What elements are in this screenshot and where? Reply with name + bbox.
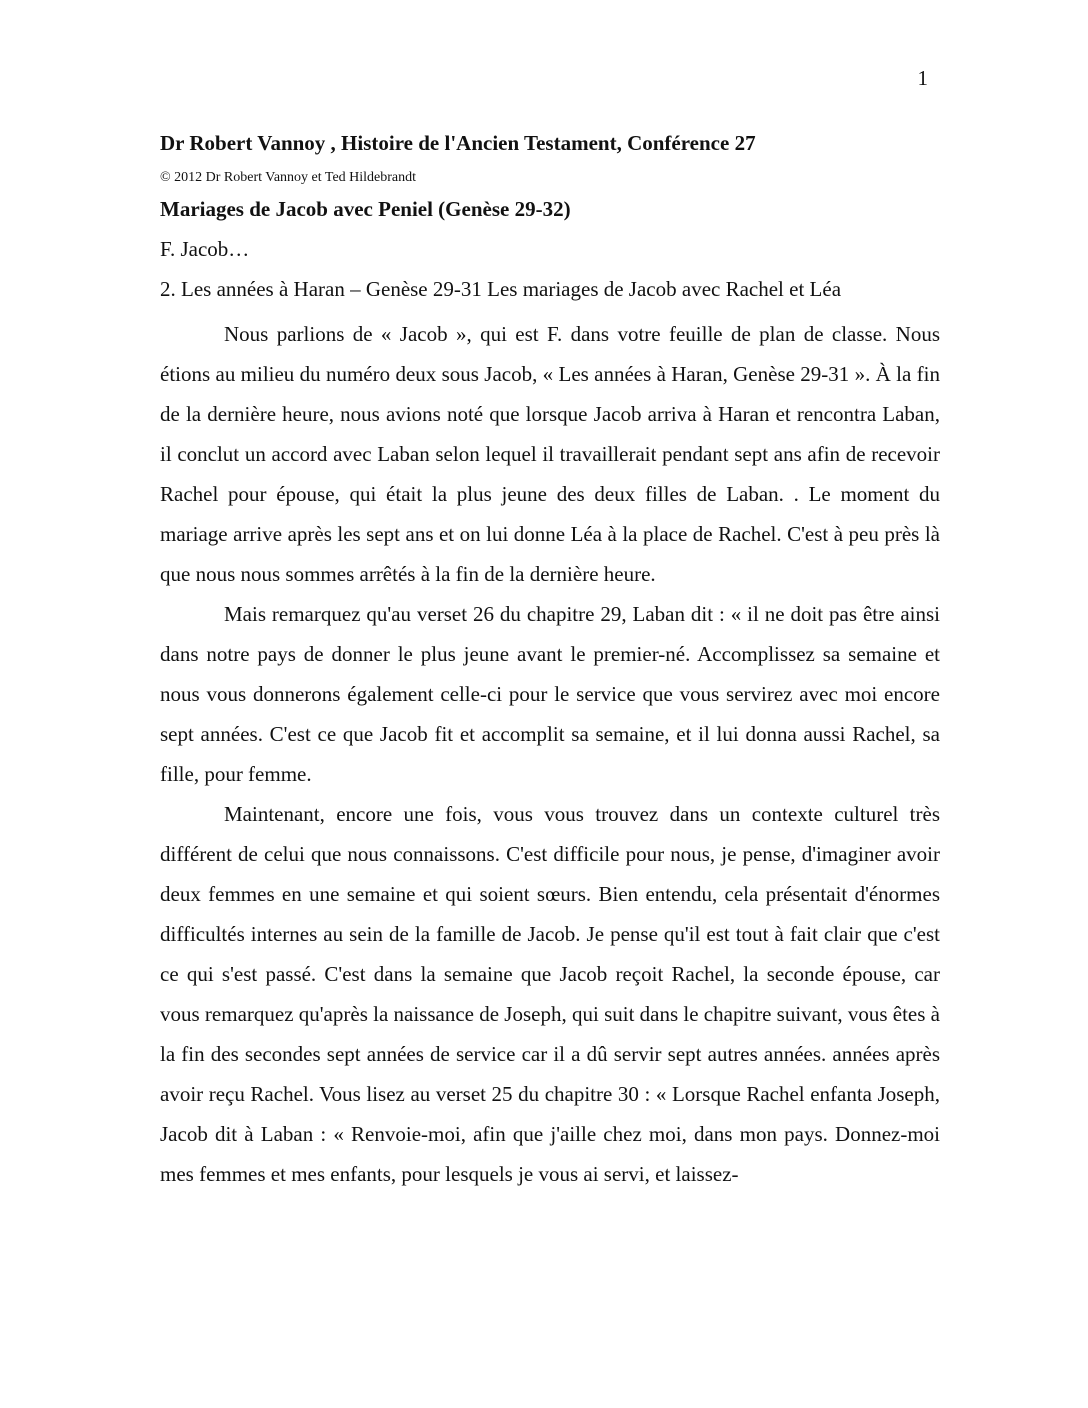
body-paragraph: Nous parlions de « Jacob », qui est F. dans votre feuille de plan de classe. Nous étions au milieu du numéro deux sous Jacob, « Les années à Haran, Genèse 29-31 ». À la fin de la dernière heure, nous avions noté que lorsque Jacob arriva à Haran et rencontra Laban, il conclut un accord avec Laban selon lequel il travaillerait pendant sept ans afin de recevoir Rachel pour épouse, qui était la plus jeune des deux filles de Laban. . Le moment du mariage arrive après les sept ans et on lui donne Léa à la place de Rachel. C'est à peu près là que nous nous sommes arrêtés à la fin de la dernière heure. — [160, 322, 940, 586]
document-title: Dr Robert Vannoy , Histoire de l'Ancien Testament, Conférence 27 — [160, 131, 756, 155]
page-number: 1 — [917, 66, 928, 90]
outline-heading-level2: 2. Les années à Haran – Genèse 29-31 Les mariages de Jacob avec Rachel et Léa — [160, 277, 842, 301]
copyright-line: © 2012 Dr Robert Vannoy et Ted Hildebrandt — [160, 170, 417, 185]
section-subtitle: Mariages de Jacob avec Peniel (Genèse 29-32) — [160, 197, 571, 221]
document-content — [160, 128, 940, 1194]
outline-heading-level1: F. Jacob… — [160, 237, 250, 261]
body-paragraph: Maintenant, encore une fois, vous vous trouvez dans un contexte culturel très différent de celui que nous connaissons. C'est difficile pour nous, je pense, d'imaginer avoir deux femmes en une semaine et qui soient sœurs. Bien entendu, cela présentait d'énormes difficultés internes au sein de la famille de Jacob. Je pense qu'il est tout à fait clair que c'est ce qui s'est passé. C'est dans la semaine que Jacob reçoit Rachel, la seconde épouse, car vous remarquez qu'après la naissance de Joseph, qui suit dans le chapitre suivant, vous êtes à la fin des secondes sept années de service car il a dû servir sept autres années. années après avoir reçu Rachel. Vous lisez au verset 25 du chapitre 30 : « Lorsque Rachel enfanta Joseph, Jacob dit à Laban : « Renvoie-moi, afin que j'aille chez moi, dans mon pays. Donnez-moi mes femmes et mes enfants, pour lesquels je vous ai servi, et laissez- — [160, 802, 940, 1186]
body-paragraph: Mais remarquez qu'au verset 26 du chapitre 29, Laban dit : « il ne doit pas être ainsi dans notre pays de donner le plus jeune avant le premier-né. Accomplissez sa semaine et nous vous donnerons également celle-ci pour le service que vous servirez avec moi encore sept années. C'est ce que Jacob fit et accomplit sa semaine, et il lui donna aussi Rachel, sa fille, pour femme. — [160, 602, 940, 786]
